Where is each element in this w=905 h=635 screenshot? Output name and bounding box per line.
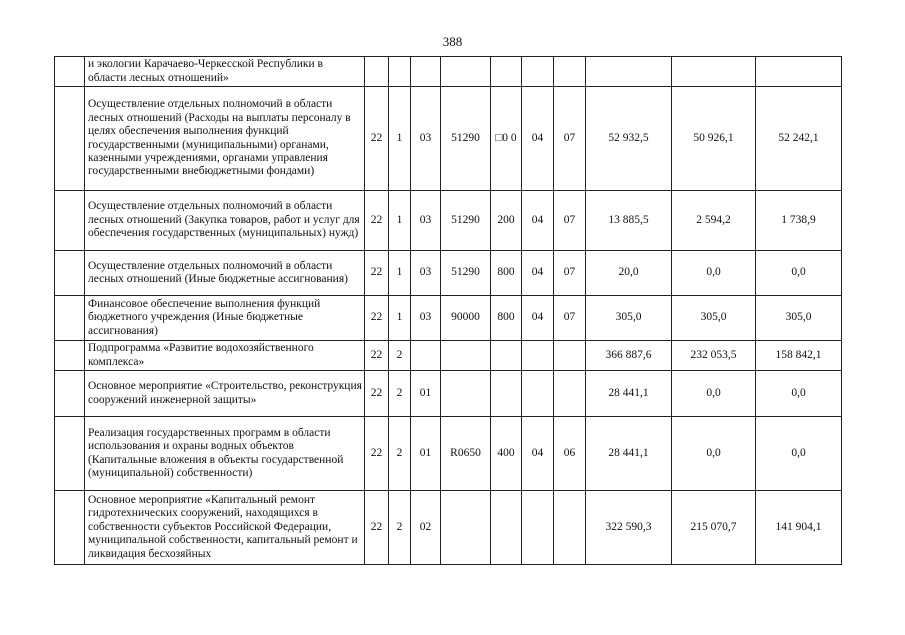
table-row <box>55 341 842 371</box>
amount-year-3: 0,0 <box>756 417 842 491</box>
om-code: 02 <box>411 491 441 565</box>
amount-year-2: 0,0 <box>672 371 756 417</box>
row-name: Осуществление отдельных полномочий в области лесных отношений (Иные бюджетные ассигнования) <box>85 251 365 296</box>
page-number: 388 <box>442 34 463 49</box>
pp-code: 2 <box>389 417 411 491</box>
gp-code: 22 <box>365 491 389 565</box>
table-row <box>55 251 842 296</box>
row-index-cell <box>55 341 85 371</box>
expense-type-code: 400 <box>491 417 522 491</box>
amount-year-3: 0,0 <box>756 371 842 417</box>
expense-type-code <box>491 57 522 87</box>
table-row <box>55 296 842 341</box>
gp-code: 22 <box>365 371 389 417</box>
row-name: Реализация государственных программ в области использования и охраны водных объектов (Капитальные вложения в объекты государственной (муниципальной) собственности) <box>85 417 365 491</box>
row-name: Осуществление отдельных полномочий в области лесных отношений (Расходы на выплаты персоналу в целях обеспечения выполнения функций государственными (муниципальными) органами, казенными учреждениями, органами управления государственными внебюджетными фондами) <box>85 87 365 191</box>
section-code: 04 <box>522 191 554 251</box>
direction-code: 51290 <box>441 251 491 296</box>
amount-year-3: 0,0 <box>756 251 842 296</box>
amount-year-2: 232 053,5 <box>672 341 756 371</box>
pp-code: 1 <box>389 296 411 341</box>
budget-table <box>54 56 842 565</box>
subsection-code: 07 <box>554 191 586 251</box>
om-code <box>411 57 441 87</box>
table-row <box>55 57 842 87</box>
direction-code <box>441 491 491 565</box>
amount-year-1: 28 441,1 <box>586 371 672 417</box>
gp-code: 22 <box>365 87 389 191</box>
row-index-cell <box>55 491 85 565</box>
amount-year-1 <box>586 57 672 87</box>
om-code: 03 <box>411 191 441 251</box>
amount-year-3: 1 738,9 <box>756 191 842 251</box>
pp-code <box>389 57 411 87</box>
subsection-code: 07 <box>554 251 586 296</box>
row-name: Основное мероприятие «Строительство, реконструкция сооружений инженерной защиты» <box>85 371 365 417</box>
row-name: Финансовое обеспечение выполнения функций бюджетного учреждения (Иные бюджетные ассигнования) <box>85 296 365 341</box>
expense-type-code: 800 <box>491 251 522 296</box>
expense-type-code: 800 <box>491 296 522 341</box>
pp-code: 1 <box>389 251 411 296</box>
direction-code: 51290 <box>441 87 491 191</box>
om-code: 01 <box>411 417 441 491</box>
amount-year-3: 52 242,1 <box>756 87 842 191</box>
gp-code: 22 <box>365 191 389 251</box>
subsection-code <box>554 341 586 371</box>
amount-year-1: 52 932,5 <box>586 87 672 191</box>
amount-year-2: 215 070,7 <box>672 491 756 565</box>
expense-type-code: 200 <box>491 191 522 251</box>
direction-code <box>441 341 491 371</box>
row-index-cell <box>55 371 85 417</box>
amount-year-3: 305,0 <box>756 296 842 341</box>
amount-year-1: 322 590,3 <box>586 491 672 565</box>
om-code: 03 <box>411 296 441 341</box>
pp-code: 2 <box>389 491 411 565</box>
gp-code: 22 <box>365 341 389 371</box>
section-code: 04 <box>522 296 554 341</box>
expense-type-code <box>491 371 522 417</box>
expense-type-code: □0 0 <box>491 87 522 191</box>
subsection-code <box>554 57 586 87</box>
om-code: 03 <box>411 87 441 191</box>
gp-code <box>365 57 389 87</box>
expense-type-code <box>491 341 522 371</box>
row-name: Основное мероприятие «Капитальный ремонт гидротехнических сооружений, находящихся в собственности субъектов Российской Федерации, муниципальной собственности, капитальный ремонт и ликвидация бесхозяйных <box>85 491 365 565</box>
amount-year-2: 0,0 <box>672 417 756 491</box>
section-code <box>522 491 554 565</box>
table-row <box>55 417 842 491</box>
row-index-cell <box>55 87 85 191</box>
row-name: Подпрограмма «Развитие водохозяйственного комплекса» <box>85 341 365 371</box>
gp-code: 22 <box>365 296 389 341</box>
amount-year-1: 20,0 <box>586 251 672 296</box>
direction-code: R0650 <box>441 417 491 491</box>
pp-code: 1 <box>389 87 411 191</box>
row-name: и экологии Карачаево-Черкесской Республики в области лесных отношений» <box>85 57 365 87</box>
pp-code: 1 <box>389 191 411 251</box>
row-index-cell <box>55 251 85 296</box>
subsection-code <box>554 491 586 565</box>
section-code <box>522 57 554 87</box>
table-row <box>55 491 842 565</box>
expense-type-code <box>491 491 522 565</box>
om-code: 03 <box>411 251 441 296</box>
row-index-cell <box>55 191 85 251</box>
amount-year-2 <box>672 57 756 87</box>
row-index-cell <box>55 296 85 341</box>
amount-year-2: 0,0 <box>672 251 756 296</box>
direction-code: 51290 <box>441 191 491 251</box>
om-code <box>411 341 441 371</box>
direction-code: 90000 <box>441 296 491 341</box>
amount-year-3: 158 842,1 <box>756 341 842 371</box>
table-row <box>55 87 842 191</box>
gp-code: 22 <box>365 417 389 491</box>
amount-year-1: 28 441,1 <box>586 417 672 491</box>
subsection-code: 06 <box>554 417 586 491</box>
amount-year-1: 366 887,6 <box>586 341 672 371</box>
amount-year-2: 2 594,2 <box>672 191 756 251</box>
row-index-cell <box>55 57 85 87</box>
subsection-code <box>554 371 586 417</box>
subsection-code: 07 <box>554 87 586 191</box>
pp-code: 2 <box>389 371 411 417</box>
om-code: 01 <box>411 371 441 417</box>
amount-year-1: 13 885,5 <box>586 191 672 251</box>
pp-code: 2 <box>389 341 411 371</box>
subsection-code: 07 <box>554 296 586 341</box>
section-code: 04 <box>522 417 554 491</box>
direction-code <box>441 371 491 417</box>
table-row <box>55 371 842 417</box>
row-name: Осуществление отдельных полномочий в области лесных отношений (Закупка товаров, работ и услуг для обеспечения государственных (муниципальных) нужд) <box>85 191 365 251</box>
gp-code: 22 <box>365 251 389 296</box>
row-index-cell <box>55 417 85 491</box>
section-code <box>522 371 554 417</box>
section-code: 04 <box>522 87 554 191</box>
section-code <box>522 341 554 371</box>
amount-year-2: 305,0 <box>672 296 756 341</box>
amount-year-3: 141 904,1 <box>756 491 842 565</box>
direction-code <box>441 57 491 87</box>
section-code: 04 <box>522 251 554 296</box>
table-row <box>55 191 842 251</box>
amount-year-1: 305,0 <box>586 296 672 341</box>
amount-year-3 <box>756 57 842 87</box>
amount-year-2: 50 926,1 <box>672 87 756 191</box>
